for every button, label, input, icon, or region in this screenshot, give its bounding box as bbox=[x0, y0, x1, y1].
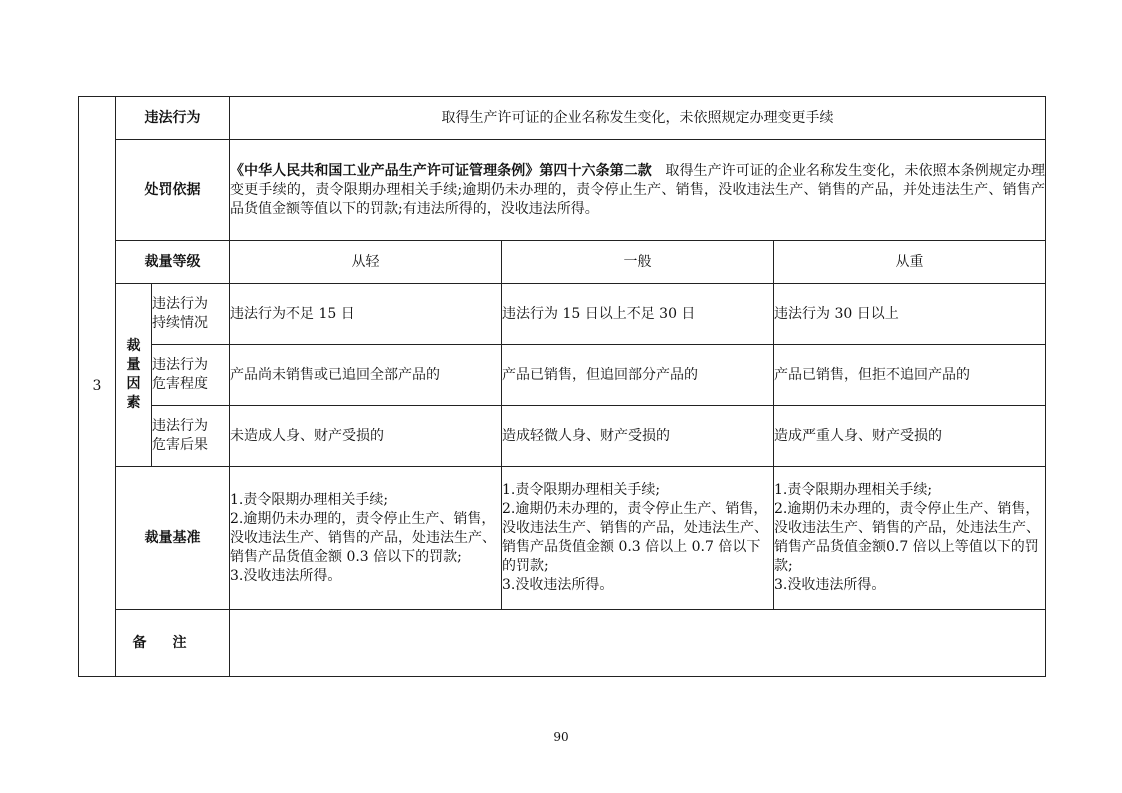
penalty-basis-text: 取得生产许可证的企业名称发生变化，未依照本条例规定办理变更手续的，责令限期办理相关手续;逾期仍未办理的，责令停止生产、销售，没收违法生产、销售的产品，并处违法生产、销售产品货值金额等值以下的罚款;有违法所得的，没收违法所得。 bbox=[230, 162, 1046, 217]
factors-label-char: 裁 bbox=[126, 338, 141, 354]
factor-duration-lenient: 违法行为不足 15 日 bbox=[230, 284, 502, 345]
discretion-factors-label bbox=[116, 284, 152, 467]
factor-consequence-general: 造成轻微人身、财产受损的 bbox=[502, 406, 774, 467]
factor-row bbox=[79, 345, 1046, 406]
violation-row bbox=[79, 97, 1046, 140]
discretion-standard-row bbox=[79, 467, 1046, 610]
penalty-discretion-table bbox=[78, 96, 1046, 677]
remarks-label: 备注 bbox=[132, 634, 213, 651]
discretion-level-row bbox=[79, 241, 1046, 284]
standard-severe-text: 1.责令限期办理相关手续; 2.逾期仍未办理的，责令停止生产、销售，没收违法生产、销售的产品，处违法生产、销售产品货值金额0.7 倍以上等值以下的罚款; 3.没收违法所得。 bbox=[774, 482, 1040, 593]
violation-label: 违法行为 bbox=[116, 97, 230, 140]
standard-general-text: 1.责令限期办理相关手续; 2.逾期仍未办理的，责令停止生产、销售，没收违法生产、销售的产品，处违法生产、销售产品货值金额 0.3 倍以上 0.7 倍以下的罚款; 3.没收违法所得。 bbox=[502, 482, 768, 593]
remarks-label-cell bbox=[116, 610, 230, 677]
factor-harm-degree-general: 产品已销售，但追回部分产品的 bbox=[502, 345, 774, 406]
factor-duration-general: 违法行为 15 日以上不足 30 日 bbox=[502, 284, 774, 345]
factors-label-char: 因 bbox=[126, 376, 141, 392]
penalty-basis-label: 处罚依据 bbox=[116, 140, 230, 241]
factor-harm-degree-severe: 产品已销售，但拒不追回产品的 bbox=[774, 345, 1046, 406]
standard-severe bbox=[774, 467, 1046, 610]
violation-text: 取得生产许可证的企业名称发生变化，未依照规定办理变更手续 bbox=[230, 97, 1046, 140]
discretion-level-label: 裁量等级 bbox=[116, 241, 230, 284]
level-general: 一般 bbox=[502, 241, 774, 284]
level-lenient: 从轻 bbox=[230, 241, 502, 284]
discretion-standard-label: 裁量基准 bbox=[116, 467, 230, 610]
page-number: 90 bbox=[553, 730, 569, 744]
standard-general bbox=[502, 467, 774, 610]
factor-harm-degree-lenient: 产品尚未销售或已追回全部产品的 bbox=[230, 345, 502, 406]
standard-lenient-text: 1.责令限期办理相关手续; 2.逾期仍未办理的，责令停止生产、销售，没收违法生产、销售的产品，处违法生产、销售产品货值金额 0.3 倍以下的罚款; 3.没收违法所得。 bbox=[230, 491, 496, 584]
penalty-basis-content bbox=[230, 140, 1046, 241]
regulation-title: 《中华人民共和国工业产品生产许可证管理条例》第四十六条第二款 bbox=[230, 162, 652, 179]
standard-lenient bbox=[230, 467, 502, 610]
factor-duration-label: 违法行为 持续情况 bbox=[152, 284, 230, 345]
row-number: 3 bbox=[79, 97, 116, 677]
factor-consequence-lenient: 未造成人身、财产受损的 bbox=[230, 406, 502, 467]
penalty-basis-row bbox=[79, 140, 1046, 241]
remarks-row bbox=[79, 610, 1046, 677]
factor-consequence-severe: 造成严重人身、财产受损的 bbox=[774, 406, 1046, 467]
factors-label-char: 素 bbox=[126, 395, 141, 411]
level-severe: 从重 bbox=[774, 241, 1046, 284]
factor-row bbox=[79, 406, 1046, 467]
factors-label-char: 量 bbox=[126, 357, 141, 373]
remarks-value bbox=[230, 610, 1046, 677]
factor-consequence-label: 违法行为 危害后果 bbox=[152, 406, 230, 467]
factor-duration-severe: 违法行为 30 日以上 bbox=[774, 284, 1046, 345]
factor-harm-degree-label: 违法行为 危害程度 bbox=[152, 345, 230, 406]
factor-row bbox=[79, 284, 1046, 345]
